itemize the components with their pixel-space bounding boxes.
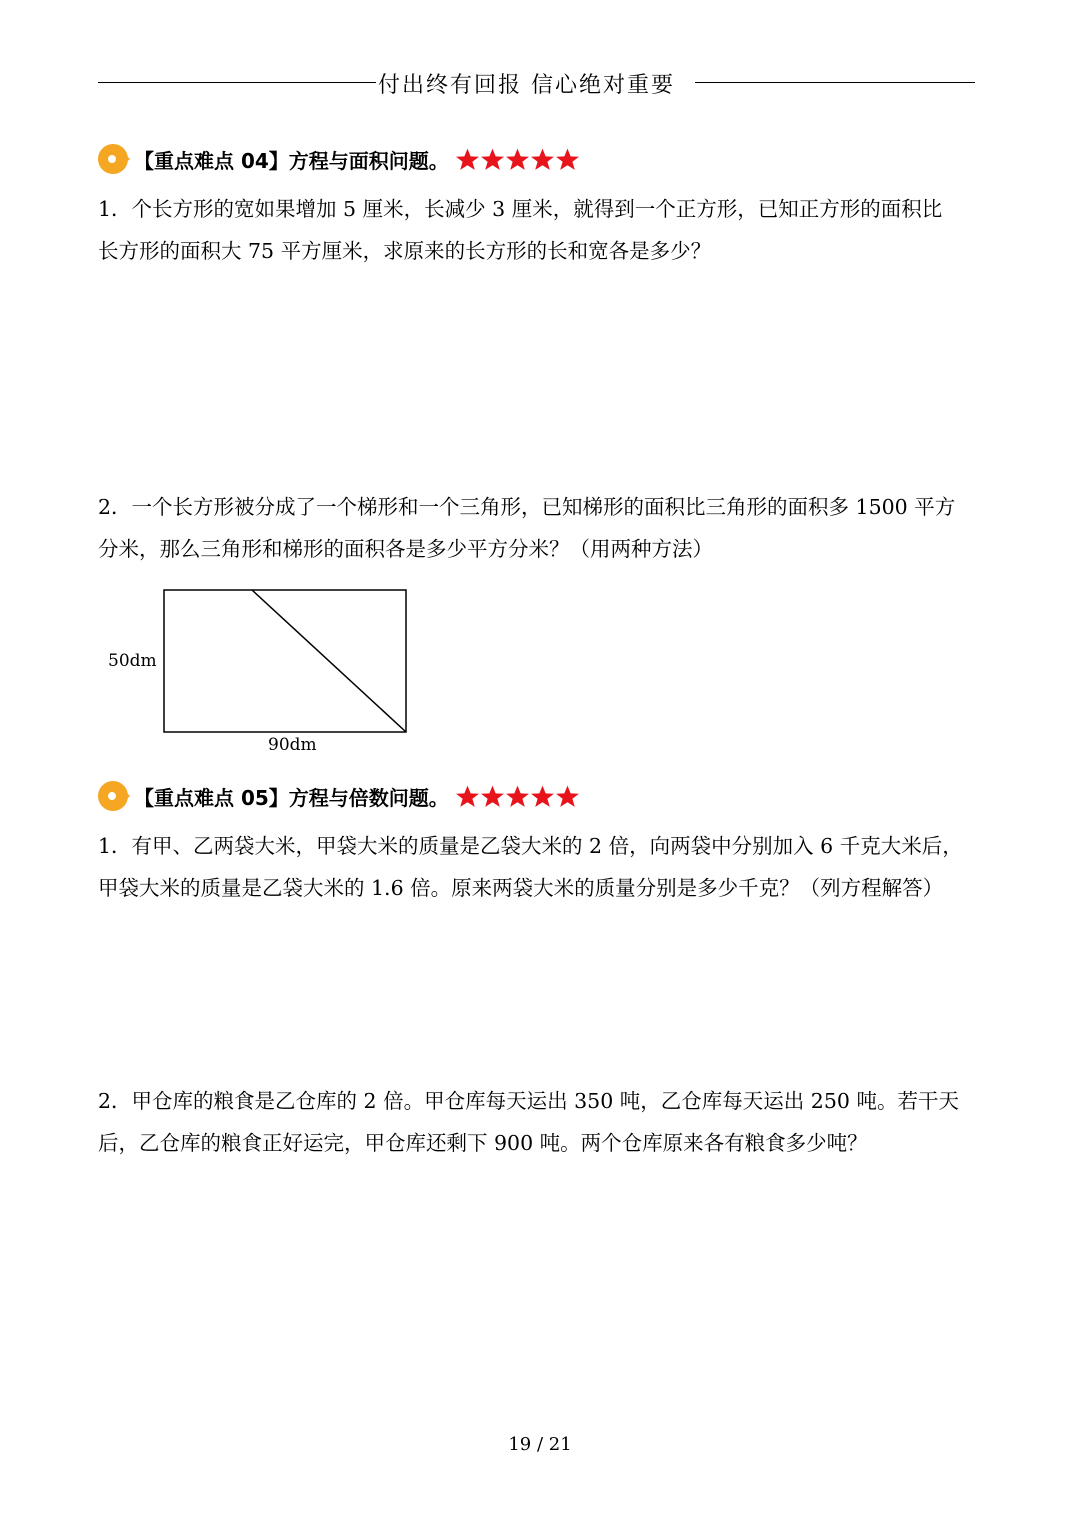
star-icon (505, 784, 530, 809)
problem-line: 甲袋大米的质量是乙袋大米的 1.6 倍。原来两袋大米的质量分别是多少千克？（列方程解答） (98, 876, 944, 900)
rectangle-outline (164, 590, 406, 732)
height-label: 50dm (108, 651, 157, 671)
star-icon (505, 147, 530, 172)
star-icon (480, 784, 505, 809)
problem-line: 1．个长方形的宽如果增加 5 厘米，长减少 3 厘米，就得到一个正方形，已知正方形的面积比 (98, 197, 943, 221)
header-motto: 付出终有回报 信心绝对重要 (378, 73, 675, 98)
problem-line: 2．一个长方形被分成了一个梯形和一个三角形，已知梯形的面积比三角形的面积多 1500 平方 (98, 495, 956, 519)
star-icon (530, 147, 555, 172)
section-title: 【重点难点 04】方程与面积问题。 (134, 148, 449, 173)
problem-line: 后，乙仓库的粮食正好运完，甲仓库还剩下 900 吨。两个仓库原来各有粮食多少吨？ (98, 1131, 868, 1155)
star-icon (480, 147, 505, 172)
section-heading-05 (98, 778, 580, 814)
width-label: 90dm (268, 735, 317, 755)
header-rule-left (98, 82, 376, 83)
star-icon (555, 784, 580, 809)
section-heading-04 (98, 141, 580, 177)
star-icon (455, 147, 480, 172)
header-rule-right (695, 82, 975, 83)
diagonal-divider (252, 590, 406, 732)
page-number: 19 / 21 (508, 1434, 572, 1455)
problem-04-2 (98, 486, 984, 570)
problem-04-1 (98, 188, 984, 272)
star-icon (530, 784, 555, 809)
problem-05-2 (98, 1080, 984, 1164)
star-icon (555, 147, 580, 172)
star-rating (455, 147, 580, 172)
problem-line: 分米，那么三角形和梯形的面积各是多少平方分米？（用两种方法） (98, 537, 713, 561)
problem-line: 1．有甲、乙两袋大米，甲袋大米的质量是乙袋大米的 2 倍，向两袋中分别加入 6 千克大米后， (98, 834, 963, 858)
arrow-circle-icon (98, 144, 128, 174)
problem-05-1 (98, 825, 984, 909)
page-header (98, 66, 975, 100)
star-icon (455, 784, 480, 809)
section-title: 【重点难点 05】方程与倍数问题。 (134, 785, 449, 810)
star-rating (455, 784, 580, 809)
problem-line: 2．甲仓库的粮食是乙仓库的 2 倍。甲仓库每天运出 350 吨，乙仓库每天运出 250 吨。若干天 (98, 1089, 959, 1113)
arrow-circle-icon (98, 781, 128, 811)
rectangle-figure (100, 584, 420, 756)
problem-line: 长方形的面积大 75 平方厘米，求原来的长方形的长和宽各是多少？ (98, 239, 712, 263)
